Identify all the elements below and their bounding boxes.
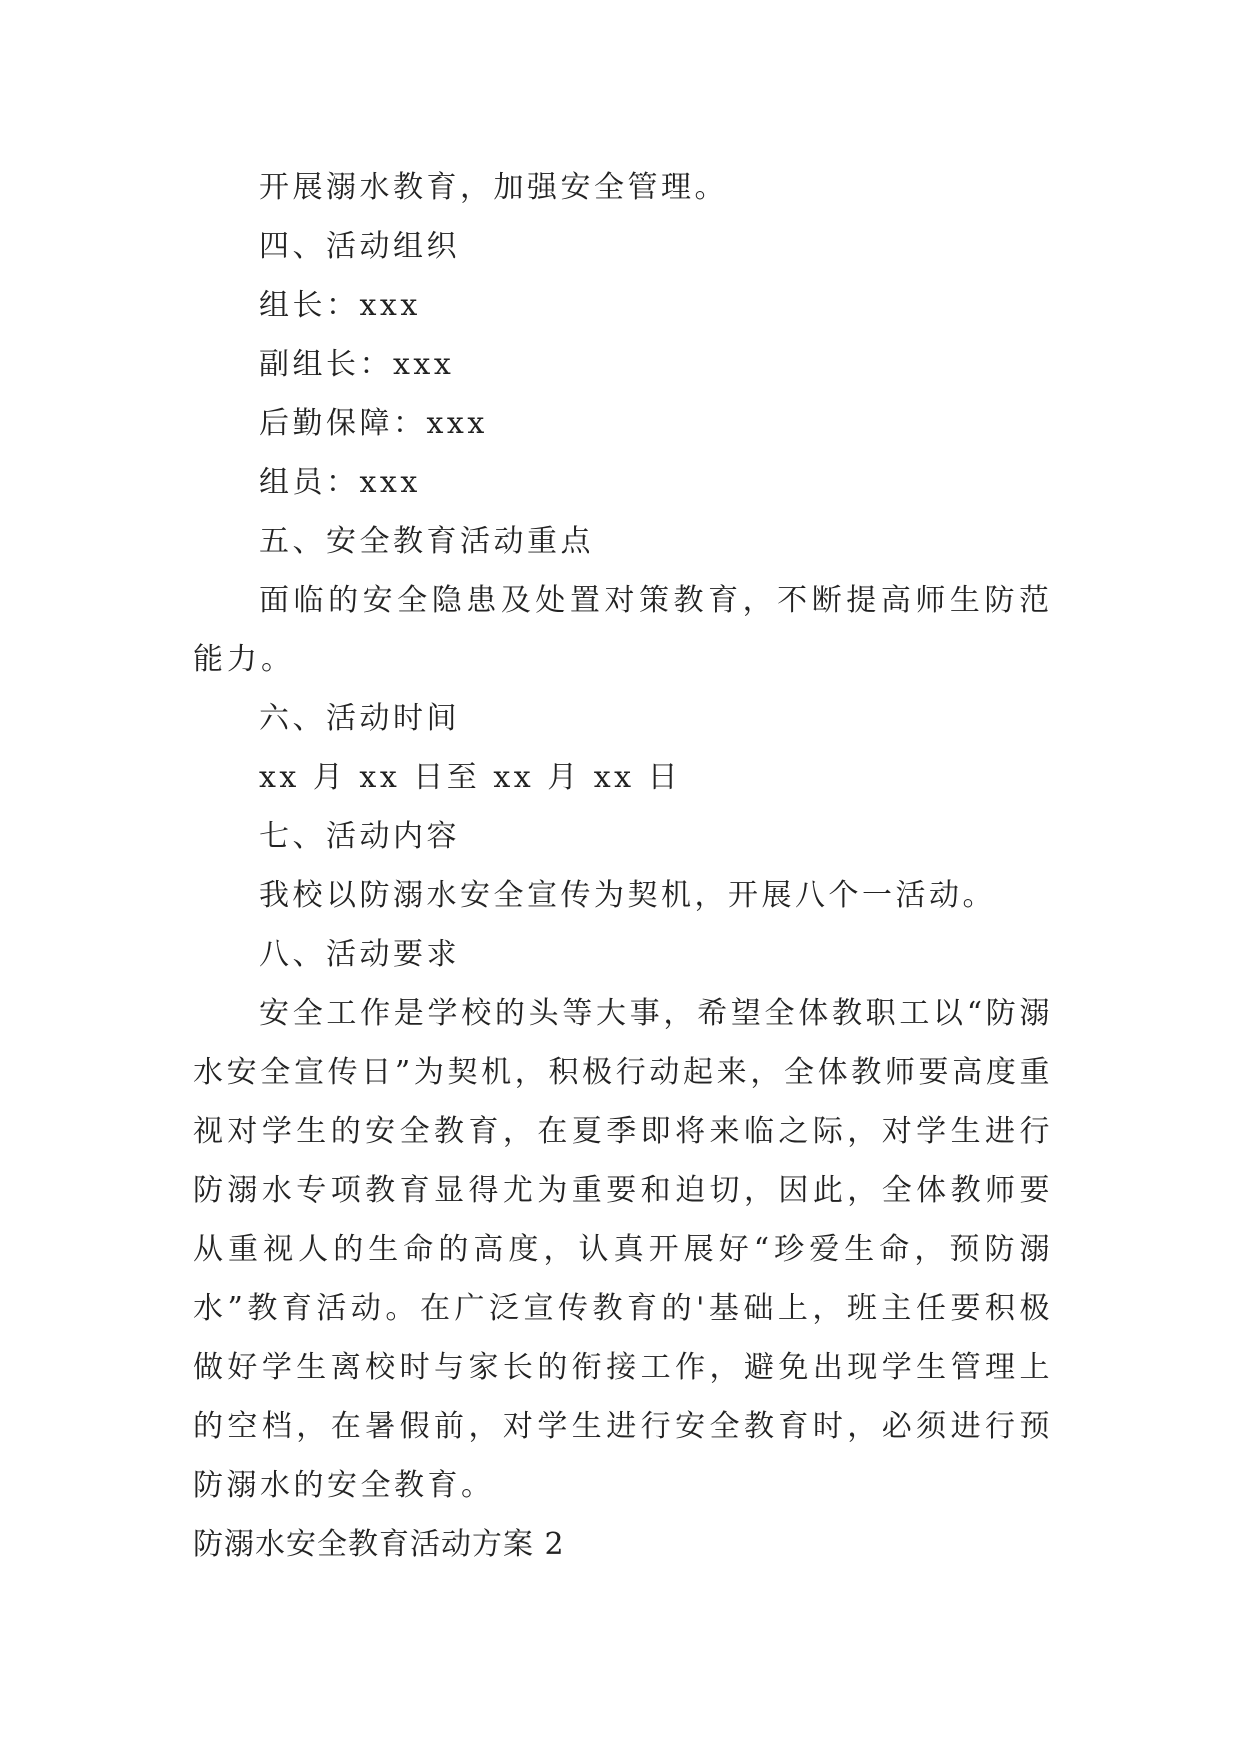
text-line: 我校以防溺水安全宣传为契机，开展八个一活动。 — [259, 878, 996, 913]
text-line: 副组长：xxx — [259, 347, 455, 382]
paragraph: 安全工作是学校的头等大事，希望全体教职工以“防溺水安全宣传日”为契机，积极行动起来，全体教师要高度重视对学生的安全教育，在夏季即将来临之际，对学生进行防溺水专项教育显得尤为重要和迫切，因此，全体教师要从重视人的生命的高度，认真开展好“珍爱生命，预防溺水”教育活动。在广泛宣传教育的'基础上，班主任要积极做好学生离校时与家长的衔接工作，避免出现学生管理上的空档，在暑假前，对学生进行安全教育时，必须进行预防溺水的安全教育。 — [193, 996, 1053, 1503]
section-heading: 五、安全教育活动重点 — [259, 524, 594, 559]
paragraph: 面临的安全隐患及处置对策教育，不断提高师生防范能力。 — [193, 583, 1053, 677]
section-heading: 四、活动组织 — [259, 229, 460, 264]
document-title: 防溺水安全教育活动方案 2 — [193, 1527, 565, 1562]
document-body — [193, 158, 1053, 1574]
section-heading: 七、活动内容 — [259, 819, 460, 854]
text-line: 后勤保障：xxx — [259, 406, 488, 441]
section-heading: 六、活动时间 — [259, 701, 460, 736]
text-line: 组员：xxx — [259, 465, 421, 500]
text-line: 开展溺水教育，加强安全管理。 — [259, 170, 728, 205]
text-line: 组长：xxx — [259, 288, 421, 323]
text-line: xx 月 xx 日至 xx 月 xx 日 — [259, 760, 682, 795]
section-heading: 八、活动要求 — [259, 937, 460, 972]
